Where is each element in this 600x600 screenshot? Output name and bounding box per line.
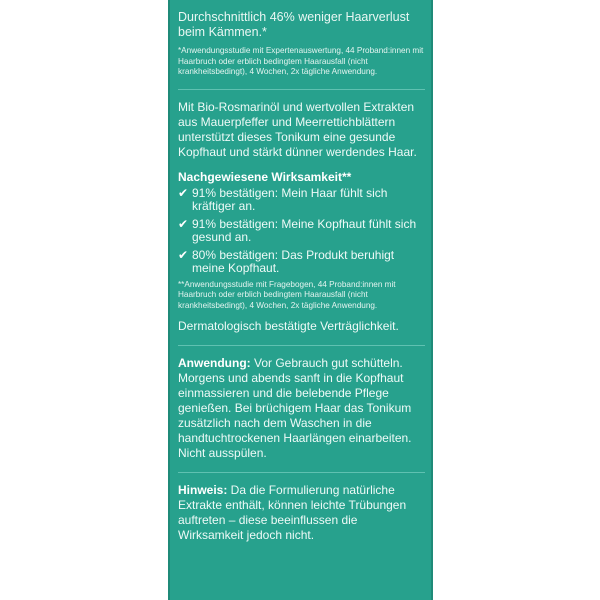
usage-section [178, 356, 425, 461]
checkmark-icon: ✔ [178, 216, 189, 231]
product-description: Mit Bio-Rosmarinöl und wertvollen Extrakten aus Mauerpfeffer und Meerrettichblättern unterstützt dieses Tonikum eine gesunde Kopfhaut und stärkt dünner werdendes Haar. [178, 99, 417, 159]
note-section [178, 483, 425, 543]
divider [178, 89, 425, 90]
efficacy-item-text: 80% bestätigen: Das Produkt beruhigt meine Kopfhaut. [192, 247, 395, 275]
efficacy-list [178, 187, 425, 276]
efficacy-item [178, 187, 425, 214]
efficacy-item-text: 91% bestätigen: Mein Haar fühlt sich kräftiger an. [192, 185, 388, 213]
usage-label: Anwendung: [178, 356, 251, 370]
footnote-questionnaire-study: **Anwendungsstudie mit Fragebogen, 44 Proband:innen mit Haarbruch oder erblich bedingtem Haarausfall (nicht krankheitsbedingt), 4 Wochen, 2x tägliche Anwendung. [178, 279, 396, 310]
divider [178, 472, 425, 473]
efficacy-item-text: 91% bestätigen: Meine Kopfhaut fühlt sich gesund an. [192, 216, 417, 244]
headline: Durchschnittlich 46% weniger Haarverlust beim Kämmen.* [178, 10, 410, 39]
efficacy-item [178, 249, 425, 276]
usage-text: Vor Gebrauch gut schütteln. Morgens und abends sanft in die Kopfhaut einmassieren und die belebende Pflege genießen. Bei brüchigem Haar das Tonikum zusätzlich nach dem Waschen in die handtuchtrockenen Haarlängen einarbeiten. Nicht ausspülen. [178, 356, 412, 460]
dermatology-statement: Dermatologisch bestätigte Verträglichkeit. [178, 319, 399, 333]
packaging-panel [168, 0, 433, 600]
checkmark-icon: ✔ [178, 185, 189, 200]
efficacy-heading: Nachgewiesene Wirksamkeit** [178, 169, 352, 184]
footnote-expert-study: *Anwendungsstudie mit Expertenauswertung, 44 Proband:innen mit Haarbruch oder erblich bedingtem Haarausfall (nicht krankheitsbedingt), 4 Wochen, 2x tägliche Anwendung. [178, 46, 424, 76]
checkmark-icon: ✔ [178, 247, 189, 262]
efficacy-item [178, 218, 425, 245]
note-text: Da die Formulierung natürliche Extrakte enthält, können leichte Trübungen auftreten – diese beeinflussen die Wirksamkeit jedoch nicht. [178, 483, 407, 542]
note-label: Hinweis: [178, 483, 228, 497]
divider [178, 345, 425, 346]
